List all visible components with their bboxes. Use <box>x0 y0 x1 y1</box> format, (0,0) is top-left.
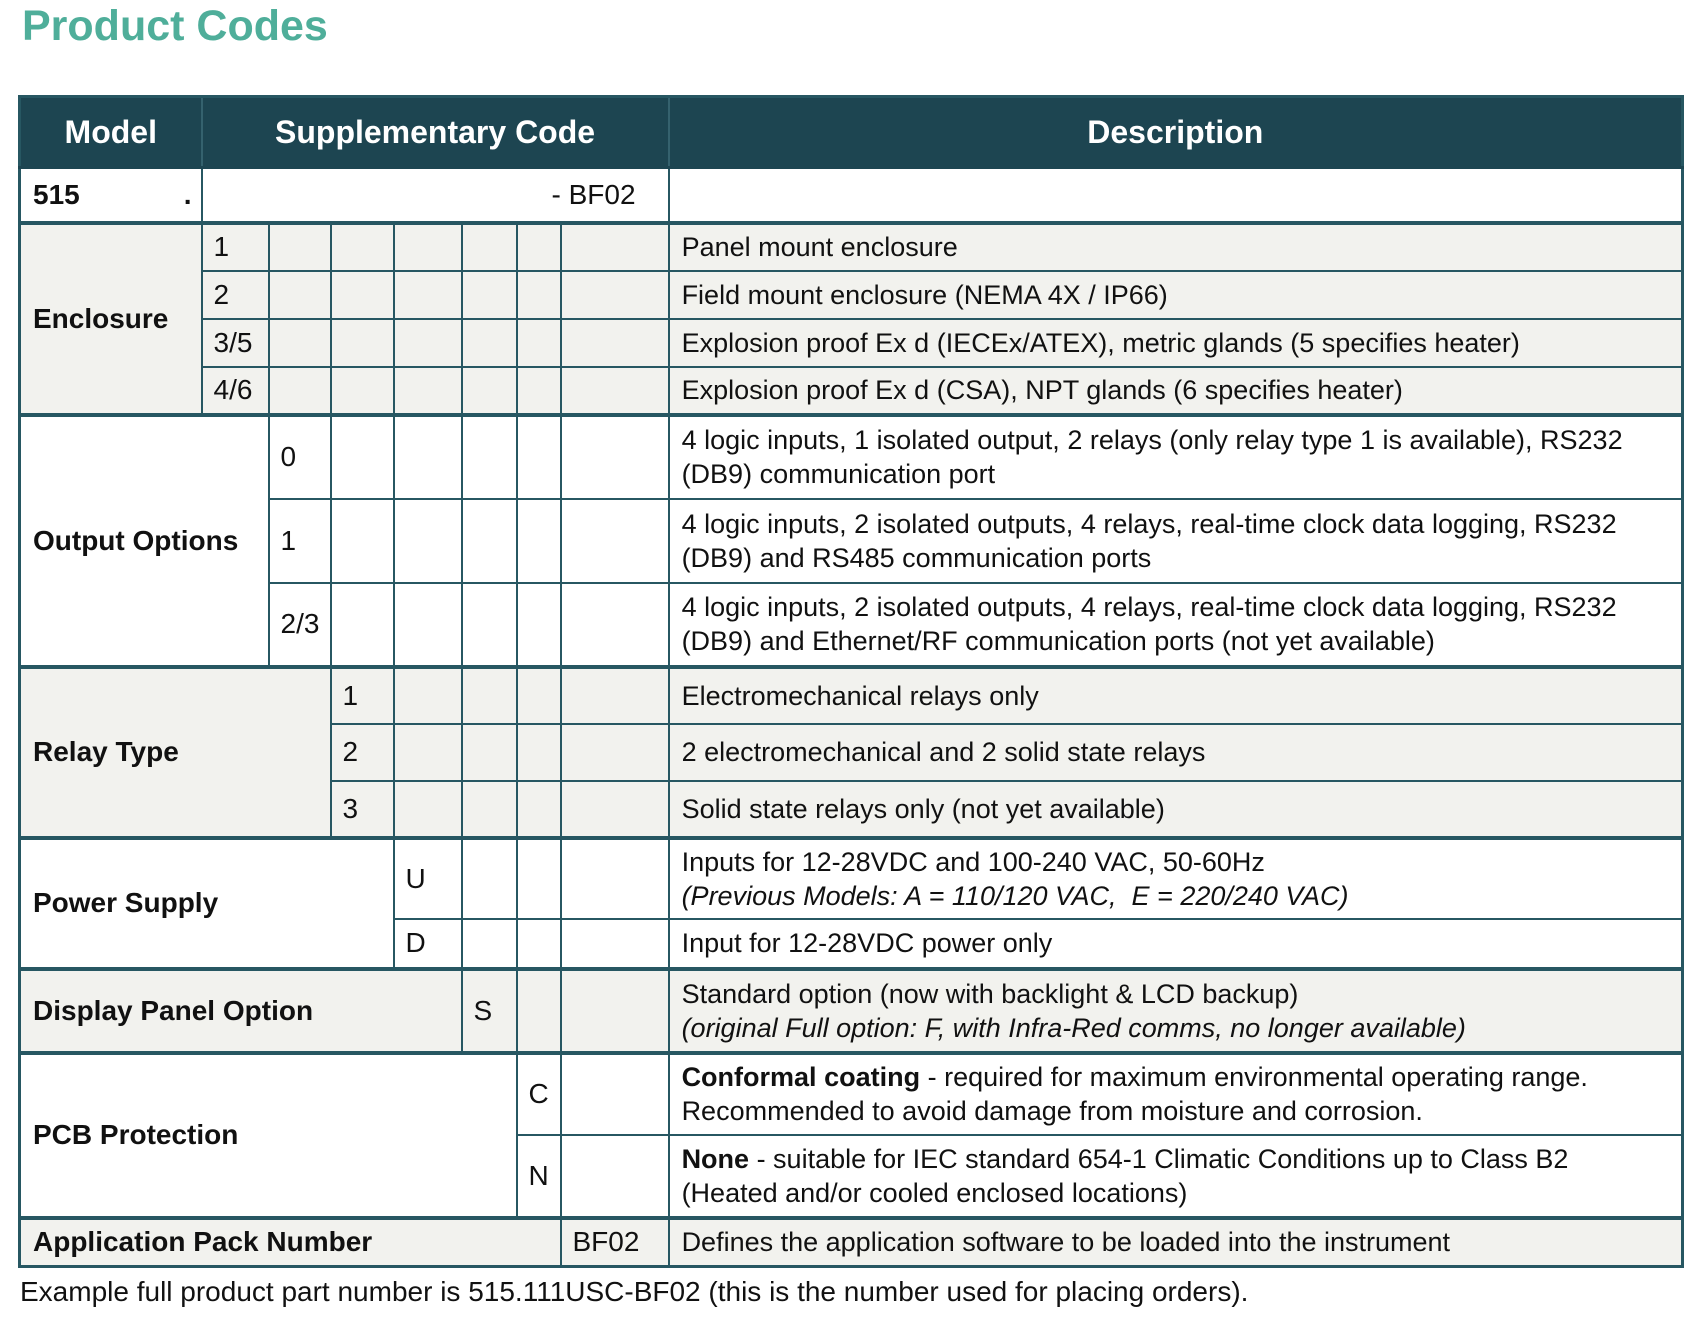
enclosure-description: Panel mount enclosure <box>669 223 1683 271</box>
empty-code-cell <box>462 415 517 499</box>
power-supply-code-U: U <box>394 838 462 919</box>
empty-code-cell <box>394 724 462 781</box>
empty-code-cell <box>394 667 462 724</box>
product-codes-table <box>18 95 1684 1268</box>
empty-code-cell <box>394 499 462 583</box>
output-options-row <box>20 583 1683 667</box>
section-label-output-options: Output Options <box>20 415 269 667</box>
empty-code-cell <box>517 271 561 319</box>
empty-code-cell <box>331 367 394 415</box>
empty-code-cell <box>561 271 669 319</box>
model-row <box>20 168 1683 223</box>
section-label-pcb-protection: PCB Protection <box>20 1053 517 1218</box>
empty-code-cell <box>462 838 517 919</box>
header-model: Model <box>20 97 202 168</box>
enclosure-code-3-5: 3/5 <box>202 319 269 367</box>
output-options-description: 4 logic inputs, 2 isolated outputs, 4 relays, real-time clock data logging, RS232 (DB9) and RS485 communication ports <box>669 499 1683 583</box>
application-pack-number-code-BF02: BF02 <box>561 1218 669 1267</box>
empty-code-cell <box>561 319 669 367</box>
display-panel-option-row <box>20 969 1683 1053</box>
empty-code-cell <box>517 667 561 724</box>
empty-code-cell <box>517 919 561 969</box>
empty-code-cell <box>331 319 394 367</box>
output-options-code-0: 0 <box>269 415 331 499</box>
empty-code-cell <box>462 499 517 583</box>
enclosure-code-4-6: 4/6 <box>202 367 269 415</box>
empty-code-cell <box>462 223 517 271</box>
empty-code-cell <box>561 919 669 969</box>
application-pack-number-row <box>20 1218 1683 1267</box>
section-label-enclosure: Enclosure <box>20 223 202 415</box>
enclosure-description: Explosion proof Ex d (IECEx/ATEX), metric glands (5 specifies heater) <box>669 319 1683 367</box>
empty-code-cell <box>561 1053 669 1135</box>
enclosure-row <box>20 367 1683 415</box>
header-description: Description <box>669 97 1683 168</box>
empty-code-cell <box>462 667 517 724</box>
empty-code-cell <box>462 781 517 838</box>
empty-code-cell <box>517 499 561 583</box>
relay-type-description: 2 electromechanical and 2 solid state relays <box>669 724 1683 781</box>
empty-code-cell <box>462 367 517 415</box>
power-supply-description: Inputs for 12-28VDC and 100-240 VAC, 50-60Hz (Previous Models: A = 110/120 VAC, E = 220/240 VAC) <box>669 838 1683 919</box>
empty-code-cell <box>269 319 331 367</box>
enclosure-code-1: 1 <box>202 223 269 271</box>
pcb-protection-code-N: N <box>517 1135 561 1218</box>
power-supply-description: Input for 12-28VDC power only <box>669 919 1683 969</box>
empty-code-cell <box>269 367 331 415</box>
display-panel-option-code-S: S <box>462 969 517 1053</box>
empty-code-cell <box>331 223 394 271</box>
empty-code-cell <box>331 583 394 667</box>
empty-code-cell <box>331 415 394 499</box>
empty-code-cell <box>462 919 517 969</box>
empty-code-cell <box>561 724 669 781</box>
pcb-protection-description: Conformal coating - required for maximum environmental operating range. Recommended to avoid damage from moisture and corrosion. <box>669 1053 1683 1135</box>
empty-code-cell <box>462 583 517 667</box>
empty-code-cell <box>517 781 561 838</box>
section-label-application-pack-number: Application Pack Number <box>20 1218 561 1267</box>
empty-code-cell <box>394 583 462 667</box>
model-number: 515 <box>33 178 80 210</box>
display-panel-option-description: Standard option (now with backlight & LCD backup) (original Full option: F, with Infra-Red comms, no longer available) <box>669 969 1683 1053</box>
empty-code-cell <box>394 271 462 319</box>
empty-code-cell <box>561 223 669 271</box>
model-dot: . <box>183 178 192 210</box>
relay-type-code-1: 1 <box>331 667 394 724</box>
power-supply-row <box>20 838 1683 919</box>
empty-code-cell <box>517 724 561 781</box>
empty-code-cell <box>561 583 669 667</box>
pcb-protection-description: None - suitable for IEC standard 654-1 Climatic Conditions up to Class B2 (Heated and/or cooled enclosed locations) <box>669 1135 1683 1218</box>
section-label-power-supply: Power Supply <box>20 838 394 969</box>
page-title: Product Codes <box>22 2 328 50</box>
empty-code-cell <box>462 319 517 367</box>
pcb-protection-row <box>20 1053 1683 1135</box>
empty-code-cell <box>561 781 669 838</box>
empty-code-cell <box>394 367 462 415</box>
application-pack-number-description: Defines the application software to be loaded into the instrument <box>669 1218 1683 1267</box>
empty-code-cell <box>331 499 394 583</box>
enclosure-row <box>20 319 1683 367</box>
empty-code-cell <box>561 838 669 919</box>
empty-code-cell <box>394 415 462 499</box>
output-options-row <box>20 415 1683 499</box>
enclosure-row <box>20 223 1683 271</box>
empty-code-cell <box>561 499 669 583</box>
empty-code-cell <box>517 969 561 1053</box>
empty-code-cell <box>517 583 561 667</box>
empty-code-cell <box>331 271 394 319</box>
pcb-protection-code-C: C <box>517 1053 561 1135</box>
empty-code-cell <box>561 667 669 724</box>
cell-model-number <box>20 168 202 223</box>
section-label-relay-type: Relay Type <box>20 667 331 838</box>
output-options-code-1: 1 <box>269 499 331 583</box>
relay-type-description: Solid state relays only (not yet available) <box>669 781 1683 838</box>
empty-code-cell <box>394 319 462 367</box>
relay-type-code-2: 2 <box>331 724 394 781</box>
empty-code-cell <box>517 223 561 271</box>
empty-code-cell <box>561 969 669 1053</box>
enclosure-description: Explosion proof Ex d (CSA), NPT glands (6 specifies heater) <box>669 367 1683 415</box>
enclosure-code-2: 2 <box>202 271 269 319</box>
empty-code-cell <box>561 367 669 415</box>
empty-code-cell <box>394 781 462 838</box>
empty-code-cell <box>517 415 561 499</box>
empty-code-cell <box>462 724 517 781</box>
empty-code-cell <box>394 223 462 271</box>
enclosure-row <box>20 271 1683 319</box>
relay-type-description: Electromechanical relays only <box>669 667 1683 724</box>
empty-code-cell <box>561 1135 669 1218</box>
power-supply-code-D: D <box>394 919 462 969</box>
relay-type-code-3: 3 <box>331 781 394 838</box>
output-options-code-2-3: 2/3 <box>269 583 331 667</box>
output-options-description: 4 logic inputs, 1 isolated output, 2 relays (only relay type 1 is available), RS232 (DB9) communication port <box>669 415 1683 499</box>
header-supplementary-code: Supplementary Code <box>202 97 669 168</box>
empty-code-cell <box>517 838 561 919</box>
empty-code-cell <box>269 223 331 271</box>
empty-code-cell <box>517 367 561 415</box>
table-header-row <box>20 97 1683 168</box>
empty-code-cell <box>462 271 517 319</box>
empty-code-cell <box>561 415 669 499</box>
cell-model-desc <box>669 168 1683 223</box>
enclosure-description: Field mount enclosure (NEMA 4X / IP66) <box>669 271 1683 319</box>
output-options-row <box>20 499 1683 583</box>
cell-model-supplementary-code: - BF02 <box>202 168 669 223</box>
output-options-description: 4 logic inputs, 2 isolated outputs, 4 relays, real-time clock data logging, RS232 (DB9) and Ethernet/RF communication ports (not yet available) <box>669 583 1683 667</box>
empty-code-cell <box>517 319 561 367</box>
relay-type-row <box>20 667 1683 724</box>
section-label-display-panel-option: Display Panel Option <box>20 969 462 1053</box>
example-part-number-note: Example full product part number is 515.111USC-BF02 (this is the number used for placing orders). <box>20 1276 1249 1307</box>
empty-code-cell <box>269 271 331 319</box>
